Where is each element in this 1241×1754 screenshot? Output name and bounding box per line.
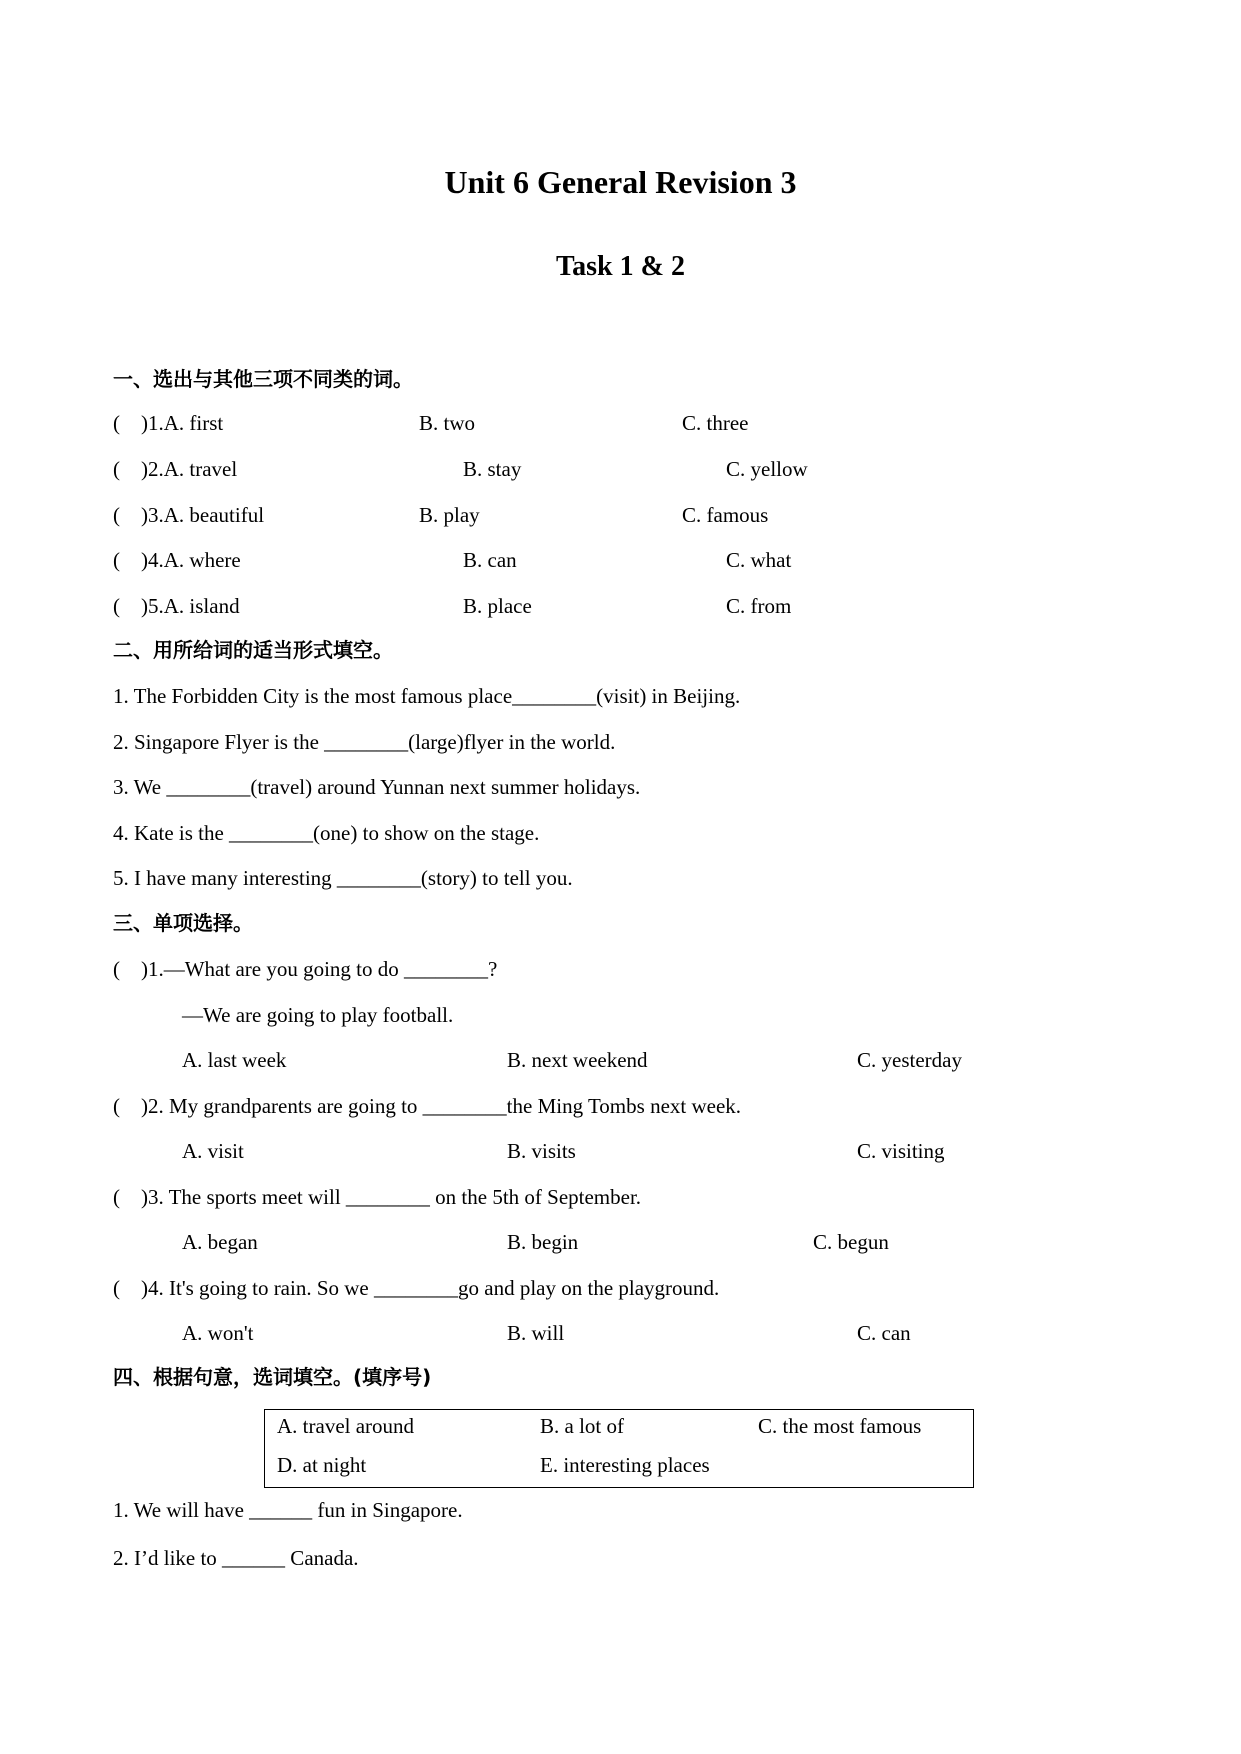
s3-q2-option-c: C. visiting: [857, 1139, 945, 1163]
s3-q3-option-a: A. began: [182, 1230, 258, 1254]
s3-q2-option-b: B. visits: [507, 1139, 576, 1163]
word-bank-option-b: B. a lot of: [540, 1414, 624, 1438]
s4-item-1: 1. We will have ______ fun in Singapore.: [113, 1498, 463, 1522]
s3-q4-option-a: A. won't: [182, 1321, 254, 1345]
s3-q3-option-b: B. begin: [507, 1230, 579, 1254]
s1-q3-option-c: C. famous: [682, 503, 769, 527]
s3-q1-option-c: C. yesterday: [857, 1048, 962, 1072]
s1-q1-stem: ( )1.A. first: [113, 411, 224, 435]
s1-q4-option-c: C. what: [726, 548, 792, 572]
s3-q1-stem: ( )1.—What are you going to do ________?: [113, 957, 498, 981]
word-bank-option-d: D. at night: [277, 1453, 367, 1477]
s2-item-3: 3. We ________(travel) around Yunnan next summer holidays.: [113, 775, 641, 799]
s1-q5-stem: ( )5.A. island: [113, 594, 240, 618]
s1-q3-option-b: B. play: [419, 503, 480, 527]
s3-q3-stem: ( )3. The sports meet will ________ on the 5th of September.: [113, 1185, 642, 1209]
page-subtitle: Task 1 & 2: [556, 251, 685, 282]
section1-heading: 一、选出与其他三项不同类的词。: [113, 367, 413, 391]
s1-q2-stem: ( )2.A. travel: [113, 457, 238, 481]
s1-q1-option-b: B. two: [419, 411, 476, 435]
section2-heading: 二、用所给词的适当形式填空。: [113, 638, 393, 662]
s4-item-2: 2. I’d like to ______ Canada.: [113, 1546, 359, 1570]
s3-q1-option-b: B. next weekend: [507, 1048, 648, 1072]
word-bank-option-c: C. the most famous: [758, 1414, 922, 1438]
page-title: Unit 6 General Revision 3: [444, 164, 797, 200]
s1-q2-option-c: C. yellow: [726, 457, 808, 481]
section4-heading: 四、根据句意，选词填空。(填序号): [113, 1365, 432, 1389]
s3-q4-stem: ( )4. It's going to rain. So we ________go and play on the playground.: [113, 1276, 720, 1300]
s1-q4-option-b: B. can: [463, 548, 517, 572]
s2-item-5: 5. I have many interesting ________(story) to tell you.: [113, 866, 573, 890]
s2-item-4: 4. Kate is the ________(one) to show on the stage.: [113, 821, 540, 845]
s1-q3-stem: ( )3.A. beautiful: [113, 503, 265, 527]
s3-q1-answer-line: —We are going to play football.: [182, 1003, 454, 1027]
word-bank-option-a: A. travel around: [277, 1414, 415, 1438]
s2-item-1: 1. The Forbidden City is the most famous place________(visit) in Beijing.: [113, 684, 741, 708]
s2-item-2: 2. Singapore Flyer is the ________(large)flyer in the world.: [113, 730, 616, 754]
s3-q4-option-c: C. can: [857, 1321, 911, 1345]
s1-q5-option-b: B. place: [463, 594, 532, 618]
s1-q1-option-c: C. three: [682, 411, 749, 435]
s1-q4-stem: ( )4.A. where: [113, 548, 241, 572]
s3-q1-option-a: A. last week: [182, 1048, 287, 1072]
s3-q2-stem: ( )2. My grandparents are going to ________the Ming Tombs next week.: [113, 1094, 742, 1118]
s1-q5-option-c: C. from: [726, 594, 792, 618]
s1-q2-option-b: B. stay: [463, 457, 522, 481]
section3-heading: 三、单项选择。: [113, 911, 253, 935]
word-bank-option-e: E. interesting places: [540, 1453, 710, 1477]
s3-q2-option-a: A. visit: [182, 1139, 244, 1163]
s3-q3-option-c: C. begun: [813, 1230, 889, 1254]
s3-q4-option-b: B. will: [507, 1321, 565, 1345]
